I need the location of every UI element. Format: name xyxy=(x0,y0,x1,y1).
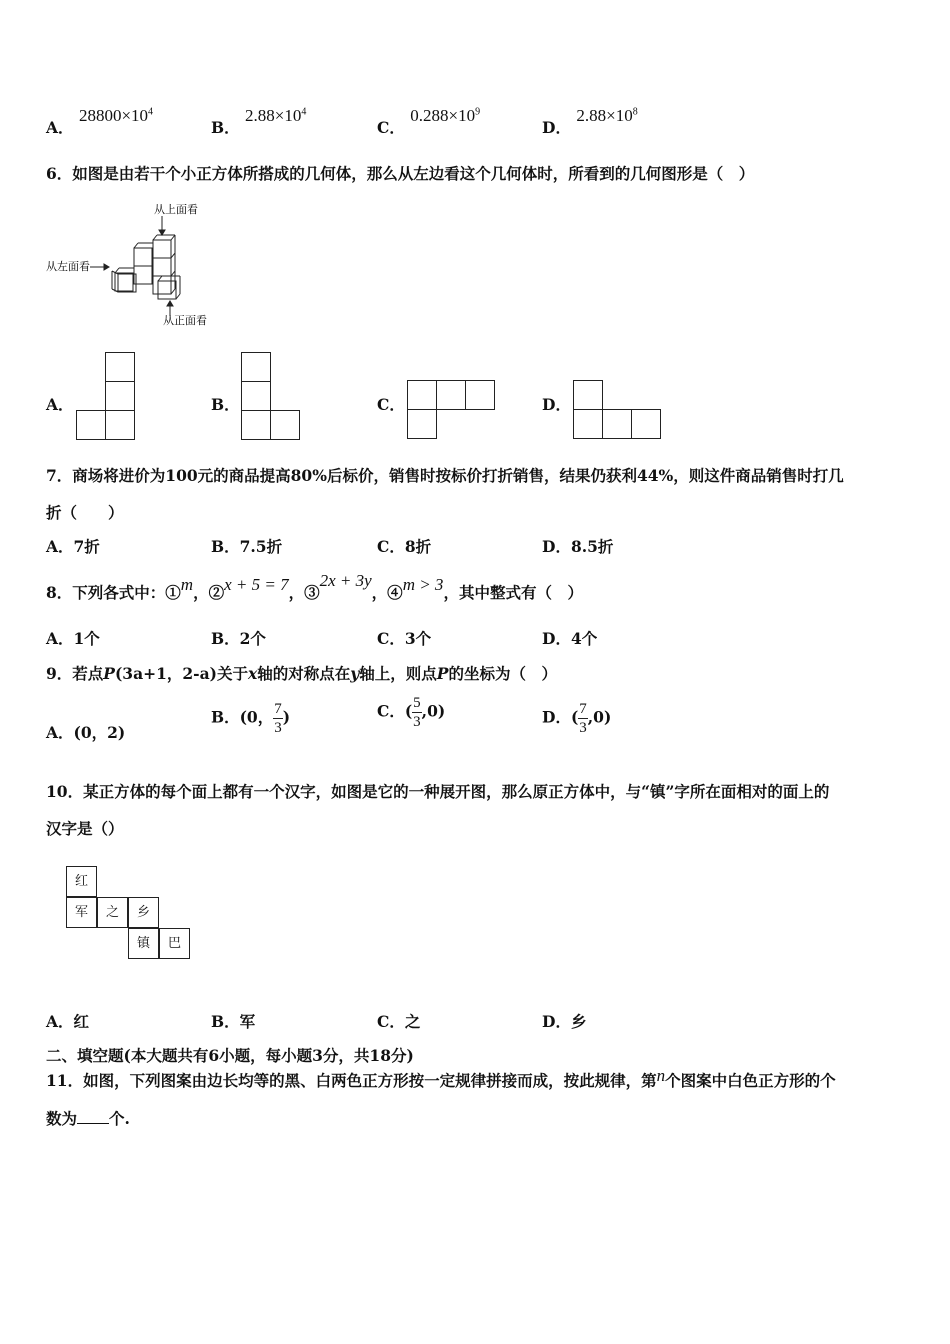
q6-option-c-label[interactable]: C． xyxy=(377,395,405,414)
q10-option-b[interactable]: B．军 xyxy=(211,1012,256,1031)
q6-option-b-label[interactable]: B． xyxy=(211,395,240,414)
q8-option-d[interactable]: D．4个 xyxy=(542,629,598,648)
q8-expr-3: 2x + 3y xyxy=(319,571,372,590)
q6-option-d-label[interactable]: D． xyxy=(542,395,571,414)
q9-option-c[interactable]: C．( $\frac{5}{3}$ ,0) xyxy=(377,695,446,730)
q8-option-a[interactable]: A．1个 xyxy=(46,629,100,648)
q9-option-a[interactable]: A．(0，2) xyxy=(46,723,126,742)
q7-option-c[interactable]: C．8折 xyxy=(377,537,432,556)
q7-option-b[interactable]: B．7.5折 xyxy=(211,537,283,556)
q5-b-value: $2.88\times 10^4$ xyxy=(245,106,307,125)
net-face-hong: 红 xyxy=(66,866,97,897)
label-from-left: 从左面看 xyxy=(46,260,90,273)
q7-option-d[interactable]: D．8.5折 xyxy=(542,537,614,556)
q8-stem: 8．下列各式中：①m，②x + 5 = 7，③2x + 3y，④m > 3，其中整式有（ ） xyxy=(46,571,583,602)
q6-option-c-figure[interactable] xyxy=(407,380,499,442)
q8-expr-1: m xyxy=(180,575,194,594)
q5-option-c[interactable]: C． $0.288\times 10^9$ xyxy=(377,106,481,137)
label-from-front: 从正面看 xyxy=(163,314,207,327)
q7-stem-line2: 折（ ） xyxy=(46,503,124,522)
q5-c-value: $0.288\times 10^9$ xyxy=(410,106,481,125)
q8-expr-2: x + 5 = 7 xyxy=(224,575,289,594)
q5-option-d[interactable]: D． $2.88\times 10^8$ xyxy=(542,106,638,137)
q10-stem-line1: 10．某正方体的每个面上都有一个汉字，如图是它的一种展开图，那么原正方体中，与“镇”字所在面相对的面上的 xyxy=(46,782,830,801)
q6-option-a-label[interactable]: A． xyxy=(46,395,74,414)
section-2-heading: 二、填空题(本大题共有6小题，每小题3分，共18分) xyxy=(46,1046,414,1065)
q7-stem-line1: 7．商场将进价为100元的商品提高80%后标价，销售时按标价打折销售，结果仍获利44%，则这件商品销售时打几 xyxy=(46,466,844,485)
q5-d-value: $2.88\times 10^8$ xyxy=(576,106,638,125)
q10-option-c[interactable]: C．之 xyxy=(377,1012,421,1031)
q6-solid-figure xyxy=(46,198,226,330)
q6-stem: 6．如图是由若干个小正方体所搭成的几何体，那么从左边看这个几何体时，所看到的几何图形是（ ） xyxy=(46,164,755,183)
net-face-zhen: 镇 xyxy=(128,928,159,959)
q5-option-a[interactable]: A． $28800\times 10^4$ xyxy=(46,106,154,137)
answer-blank[interactable] xyxy=(77,1109,109,1124)
q7-option-a[interactable]: A．7折 xyxy=(46,537,100,556)
q5-a-value: $28800\times 10^4$ xyxy=(78,106,154,125)
q6-option-a-figure[interactable] xyxy=(76,352,136,442)
net-face-ba: 巴 xyxy=(159,928,190,959)
q6-option-b-figure[interactable] xyxy=(241,352,303,442)
q6-option-d-figure[interactable] xyxy=(573,380,665,442)
q9-option-b[interactable]: B．(0， $\frac{7}{3}$ ) xyxy=(211,701,291,736)
net-face-zhi: 之 xyxy=(97,897,128,928)
label-from-top: 从上面看 xyxy=(154,203,198,216)
q10-option-a[interactable]: A．红 xyxy=(46,1012,90,1031)
net-face-jun: 军 xyxy=(66,897,97,928)
q8-expr-4: m > 3 xyxy=(402,575,444,594)
q10-option-d[interactable]: D．乡 xyxy=(542,1012,587,1031)
q11-stem-line1: 11．如图，下列图案由边长均等的黑、白两色正方形按一定规律拼接而成，按此规律，第n个图案中白色正方形的个 xyxy=(46,1066,836,1090)
q9-stem: 9．若点P(3a+1，2-a)关于x轴的对称点在y轴上，则点P的坐标为（ ） xyxy=(46,664,557,683)
cube-net xyxy=(66,866,191,966)
q8-option-c[interactable]: C．3个 xyxy=(377,629,432,648)
q9-option-d[interactable]: D．( $\frac{7}{3}$ ,0) xyxy=(542,701,612,736)
q10-stem-line2: 汉字是（） xyxy=(46,819,124,838)
q11-stem-line2: 数为 个. xyxy=(46,1109,130,1128)
q5-option-b[interactable]: B． $2.88\times 10^4$ xyxy=(211,106,307,137)
net-face-xiang: 乡 xyxy=(128,897,159,928)
q8-option-b[interactable]: B．2个 xyxy=(211,629,266,648)
